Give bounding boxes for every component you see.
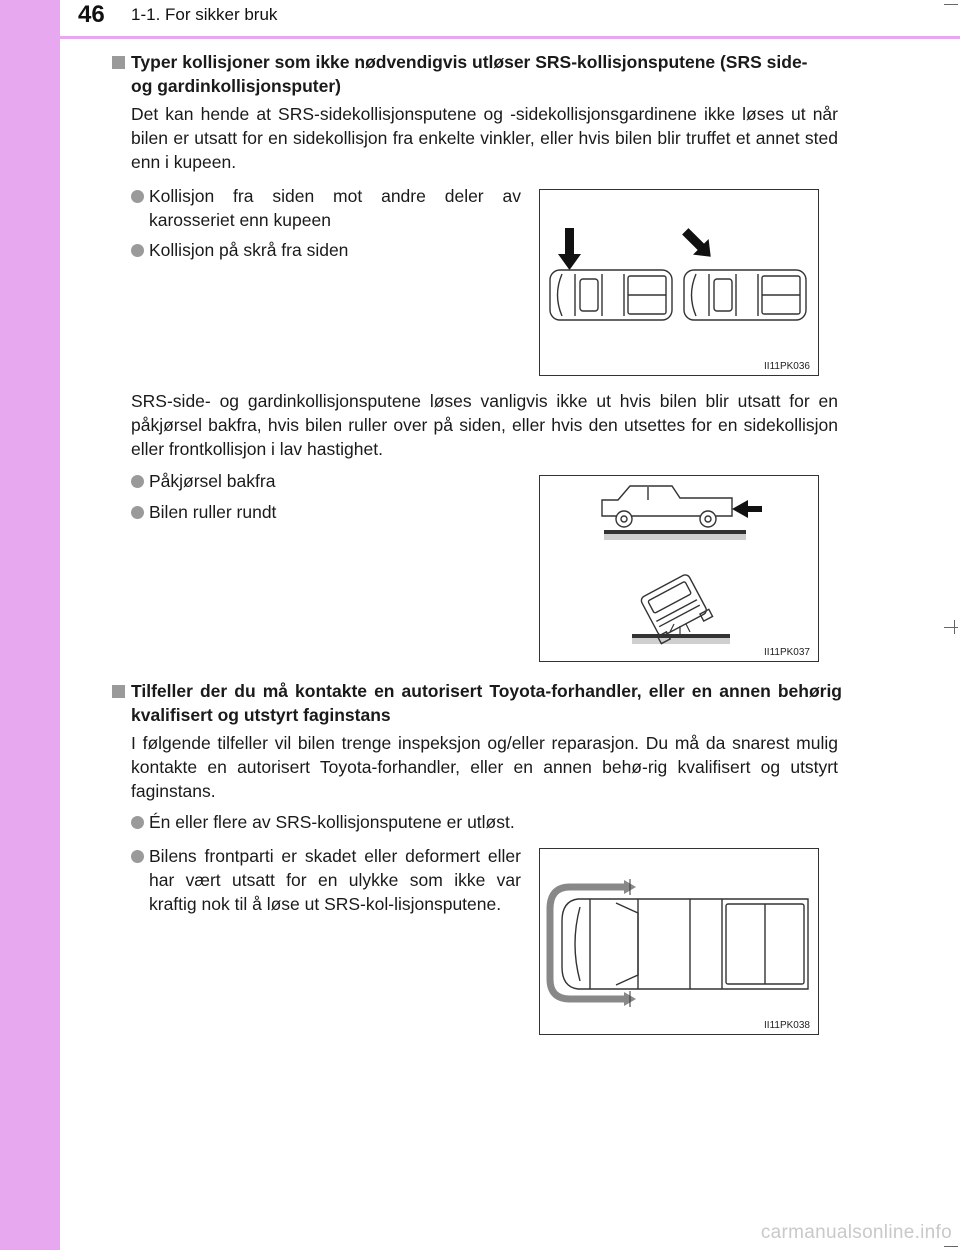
bullet-icon [131, 475, 144, 488]
rolled-car-icon [638, 572, 713, 643]
bullet-item: Én eller flere av SRS-kollisjonsputene er utløst. [131, 810, 601, 834]
section-title: 1-1. For sikker bruk [131, 5, 278, 24]
ground-line [632, 634, 730, 638]
car-top-view-icon [684, 270, 806, 320]
watermark: carmanualsonline.info [760, 1222, 952, 1243]
side-impact-illustration [540, 190, 818, 375]
bullet-icon [131, 244, 144, 257]
figure-code: II11PK038 [764, 1020, 810, 1031]
paragraph-rear-rollover: SRS-side- og gardinkollisjonsputene løses vanligvis ikke ut hvis bilen blir utsatt for en påkjørsel bakfra, hvis bilen ruller over på siden, eller hvis den utsettes for en sidekollisjon eller frontkollisjon i lav hastighet. [131, 391, 838, 459]
ground-shadow [604, 534, 746, 540]
pickup-top-view-icon [562, 899, 808, 989]
ground-shadow [632, 638, 730, 644]
ground-line [604, 530, 746, 534]
bullet-item: Kollisjon fra siden mot andre deler av karosseriet enn kupeen [131, 184, 521, 232]
diagonal-arrow-icon [677, 223, 718, 264]
header-sidebar-cap [0, 0, 60, 38]
bullet-icon [131, 190, 144, 203]
bullet-item: Kollisjon på skrå fra siden [131, 238, 521, 262]
pickup-side-view-icon [602, 486, 732, 527]
paragraph-inspection: I følgende tilfeller vil bilen trenge inspeksjon og/eller reparasjon. Du må da snarest mulig kontakte en autorisert Toyota-forhandler, eller en annen behø-rig kvalifisert og utstyrt faginstans. [131, 733, 838, 801]
figure-side-collision [539, 189, 819, 376]
bullet-icon [131, 850, 144, 863]
bullet-item: Påkjørsel bakfra [131, 469, 521, 493]
front-damage-illustration [540, 849, 818, 1034]
down-arrow-icon [558, 228, 581, 270]
rear-impact-rollover-illustration [540, 476, 818, 661]
bullet-item: Bilens frontparti er skadet eller deformert eller har vært utsatt for en ulykke som ikke var kraftig nok til å løse ut SRS-kol-lisjonsputene. [131, 844, 521, 916]
page-sidebar-tab [0, 0, 60, 1250]
header-rule [0, 36, 960, 39]
impact-marks-icon [670, 624, 690, 634]
figure-front-damage [539, 848, 819, 1035]
bullet-icon [131, 506, 144, 519]
page-number: 46 [78, 1, 105, 28]
paragraph-side-collision: Det kan hende at SRS-sidekollisjonsputene og -sidekollisjonsgardinene ikke løses ut når bilen er utsatt for en sidekollisjon fra enkelte vinkler, eller hvis bilen blir truffet et annet sted enn i kupeen. [131, 104, 838, 172]
crop-mark [944, 4, 958, 5]
heading-collision-types: Typer kollisjoner som ikke nødvendigvis utløser SRS-kollisjonsputene (SRS side- og gardinkollisjonsputer) [112, 50, 830, 98]
figure-code: II11PK036 [764, 361, 810, 372]
heading-contact-dealer: Tilfeller der du må kontakte en autorisert Toyota-forhandler, eller en annen behørig kvalifisert og utstyrt faginstans [112, 679, 842, 727]
figure-rear-rollover [539, 475, 819, 662]
left-arrow-icon [732, 500, 762, 518]
crop-mark [944, 627, 958, 628]
bullet-item: Bilen ruller rundt [131, 500, 521, 524]
car-top-view-icon [550, 270, 672, 320]
heading-square-icon [112, 56, 125, 69]
figure-code: II11PK037 [764, 647, 810, 658]
heading-square-icon [112, 685, 125, 698]
crop-mark [944, 1246, 958, 1247]
page-header [0, 0, 960, 38]
bullet-icon [131, 816, 144, 829]
